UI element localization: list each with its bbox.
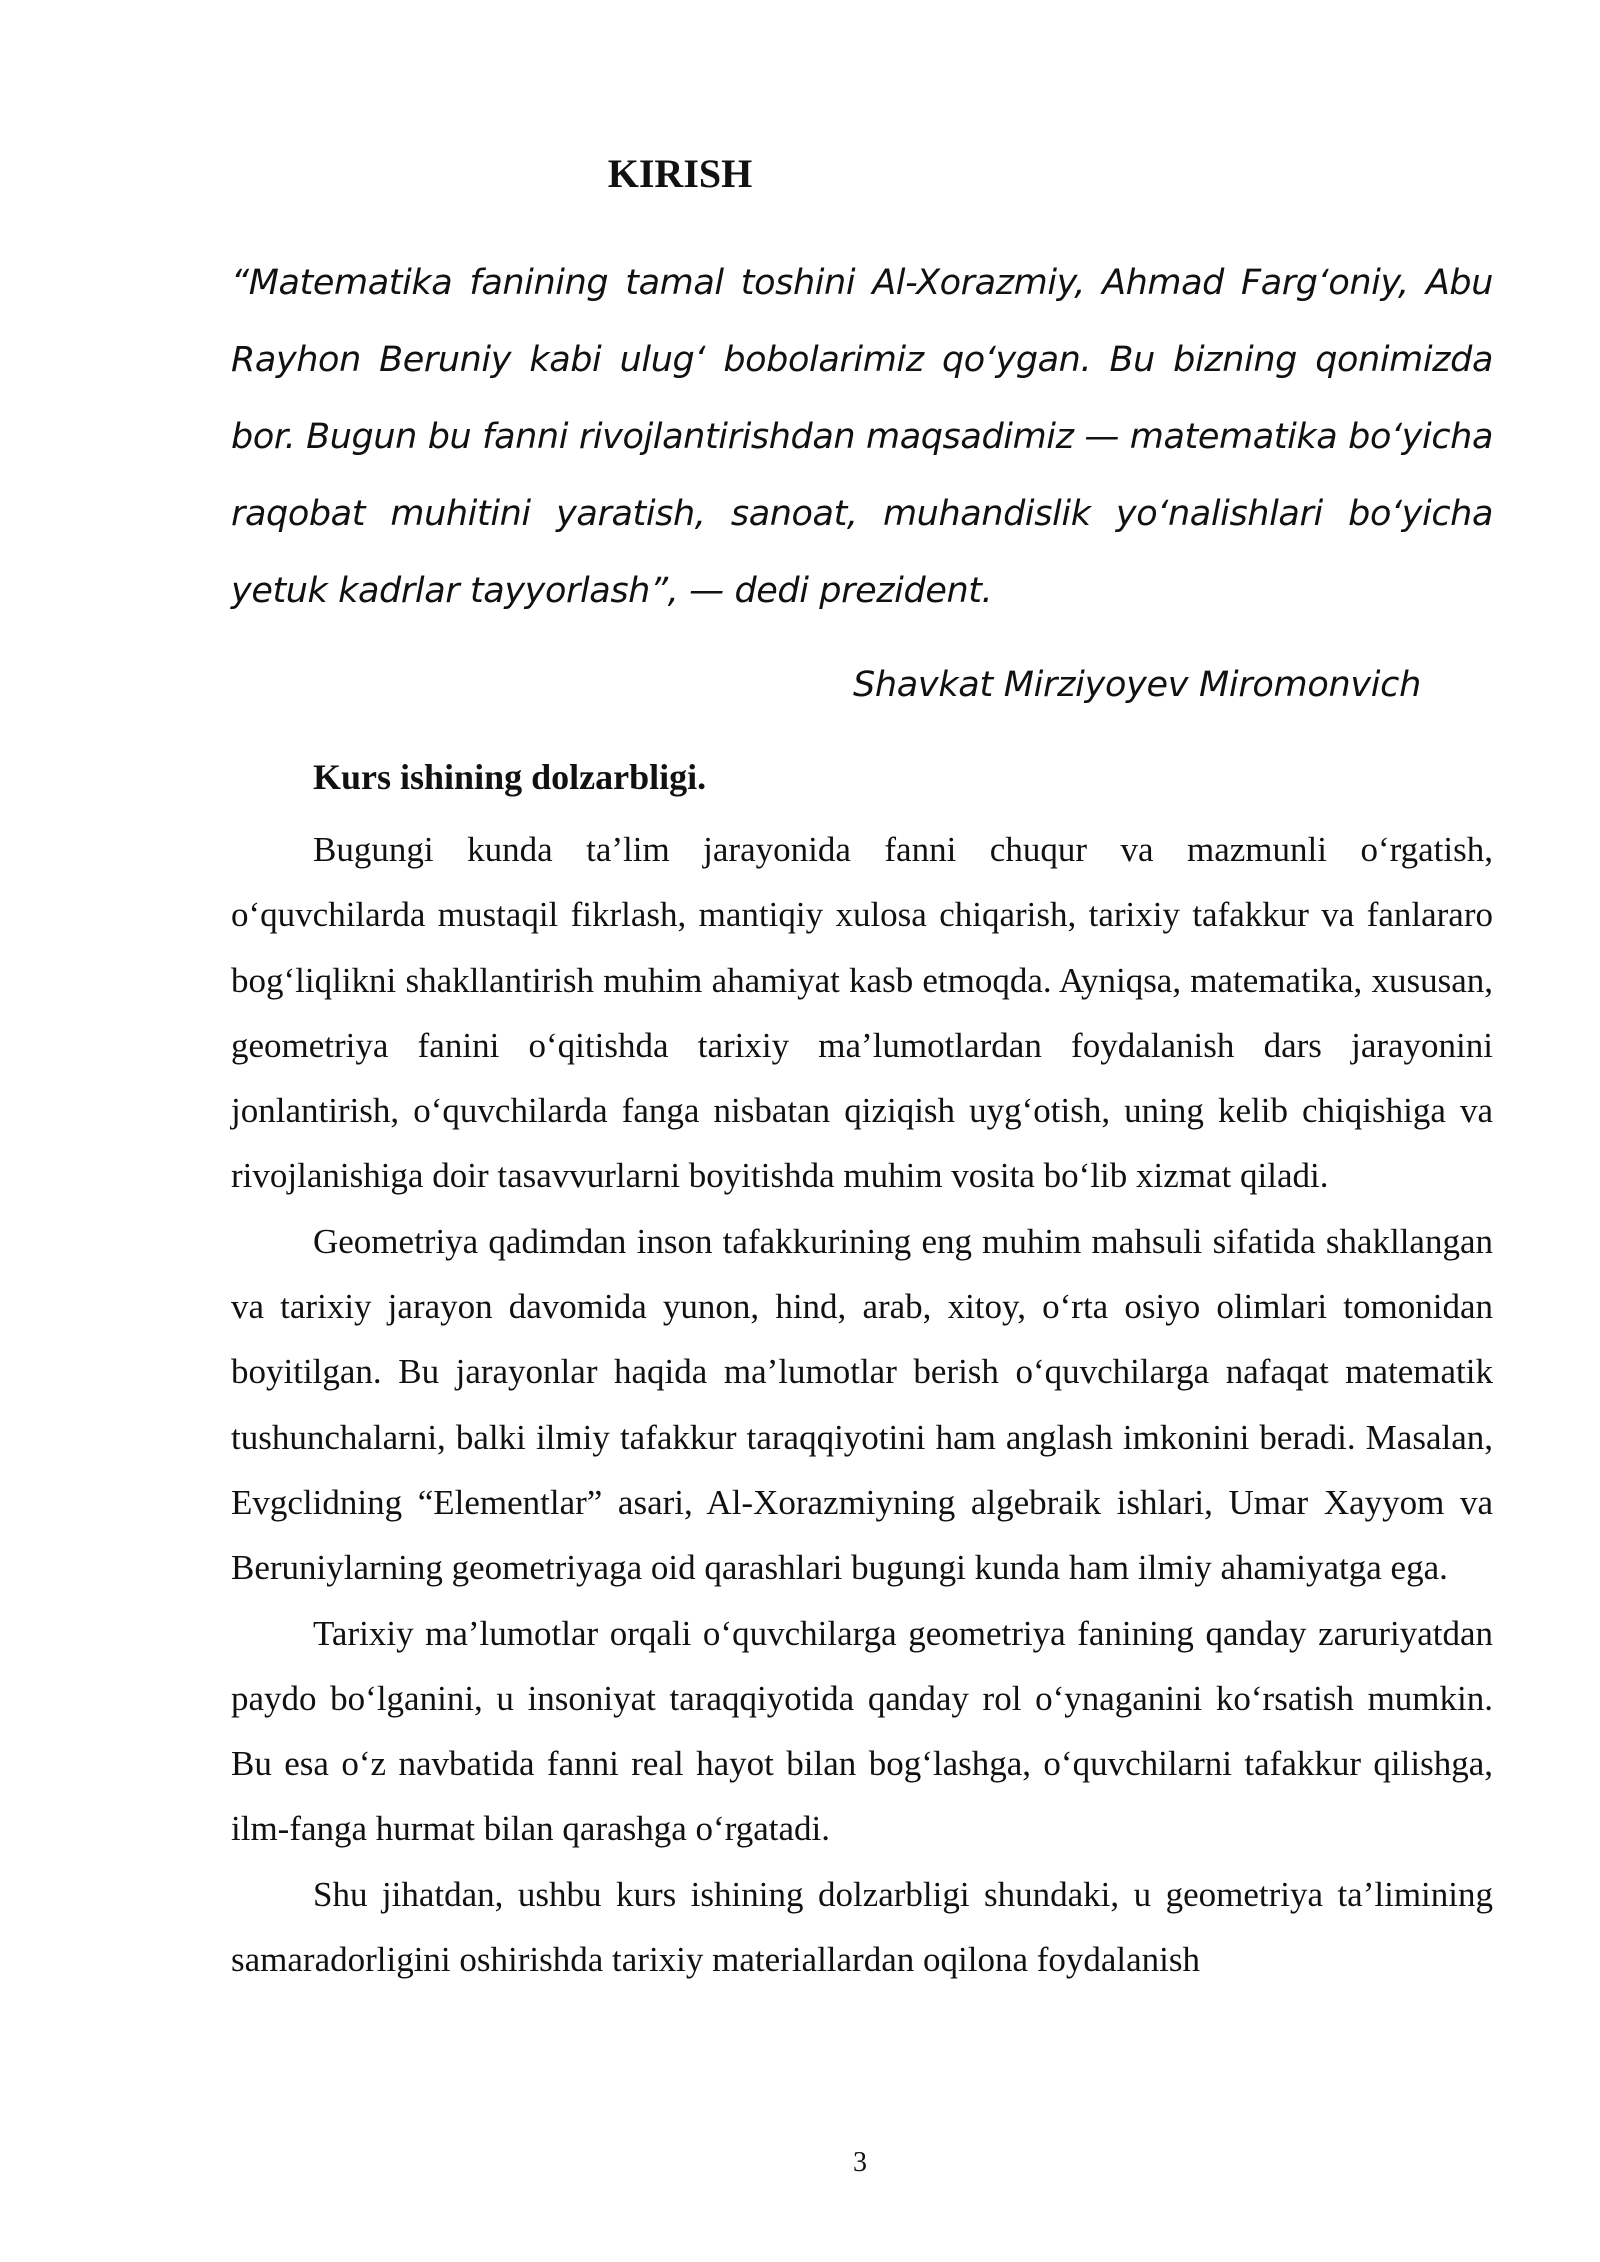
- paragraph: Bugungi kunda ta’lim jarayonida fanni chuqur va mazmunli o‘rgatish, o‘quvchilarda mustaqil fikrlash, mantiqiy xulosa chiqarish, tarixiy tafakkur va fanlararo bog‘liqlikni shakllantirish muhim ahamiyat kasb etmoqda. Ayniqsa, matematika, xususan, geometriya fanini o‘qitishda tarixiy ma’lumotlardan foydalanish dars jarayonini jonlantirish, o‘quvchilarda fanga nisbatan qiziqish uyg‘otish, uning kelib chiqishiga va rivojlanishiga doir tasavvurlarni boyitishda muhim vosita bo‘lib xizmat qiladi.: [231, 830, 1493, 1196]
- paragraph: Shu jihatdan, ushbu kurs ishining dolzarbligi shundaki, u geometriya ta’limining samaradorligini oshirishda tarixiy materiallardan oqilona foydalanish: [231, 1874, 1493, 1980]
- epigraph-author: Shavkat Mirziyoyev Miromonvich: [852, 665, 1421, 705]
- paragraph: Tarixiy ma’lumotlar orqali o‘quvchilarga geometriya fanining qanday zaruriyatdan paydo bo‘lganini, u insoniyat taraqqiyotida qanday rol o‘ynaganini ko‘rsatish mumkin. Bu esa o‘z navbatida fanni real hayot bilan bog‘lashga, o‘quvchilarni tafakkur qilishga, ilm-fanga hurmat bilan qarashga o‘rgatadi.: [231, 1613, 1493, 1849]
- paragraph: Geometriya qadimdan inson tafakkurining eng muhim mahsuli sifatida shakllangan va tarixiy jarayon davomida yunon, hind, arab, xitoy, o‘rta osiyo olimlari tomonidan boyitilgan. Bu jarayonlar haqida ma’lumotlar berish o‘quvchilarga nafaqat matematik tushunchalarni, balki ilmiy tafakkur taraqqiyotini ham anglash imkonini beradi. Masalan, Evgclidning “Elementlar” asari, Al-Xorazmiyning algebraik ishlari, Umar Xayyom va Beruniylarning geometriyaga oid qarashlari bugungi kunda ham ilmiy ahamiyatga ega.: [231, 1221, 1493, 1588]
- body-text: [231, 817, 1493, 1992]
- page-number: 3: [853, 2147, 867, 2178]
- epigraph-quote: “Matematika fanining tamal toshini Al-Xorazmiy, Ahmad Farg‘oniy, Abu Rayhon Beruniy kabi ulug‘ bobolarimiz qo‘ygan. Bu bizning qonimizda bor. Bugun bu fanni rivojlantirishdan maqsadimiz — matematika bo‘yicha raqobat muhitini yaratish, sanoat, muhandislik yo‘nalishlari bo‘yicha yetuk kadrlar tayyorlash”, — dedi prezident.: [231, 263, 1493, 611]
- section-heading: Kurs ishining dolzarbligi.: [313, 757, 707, 797]
- page-title: KIRISH: [607, 151, 753, 196]
